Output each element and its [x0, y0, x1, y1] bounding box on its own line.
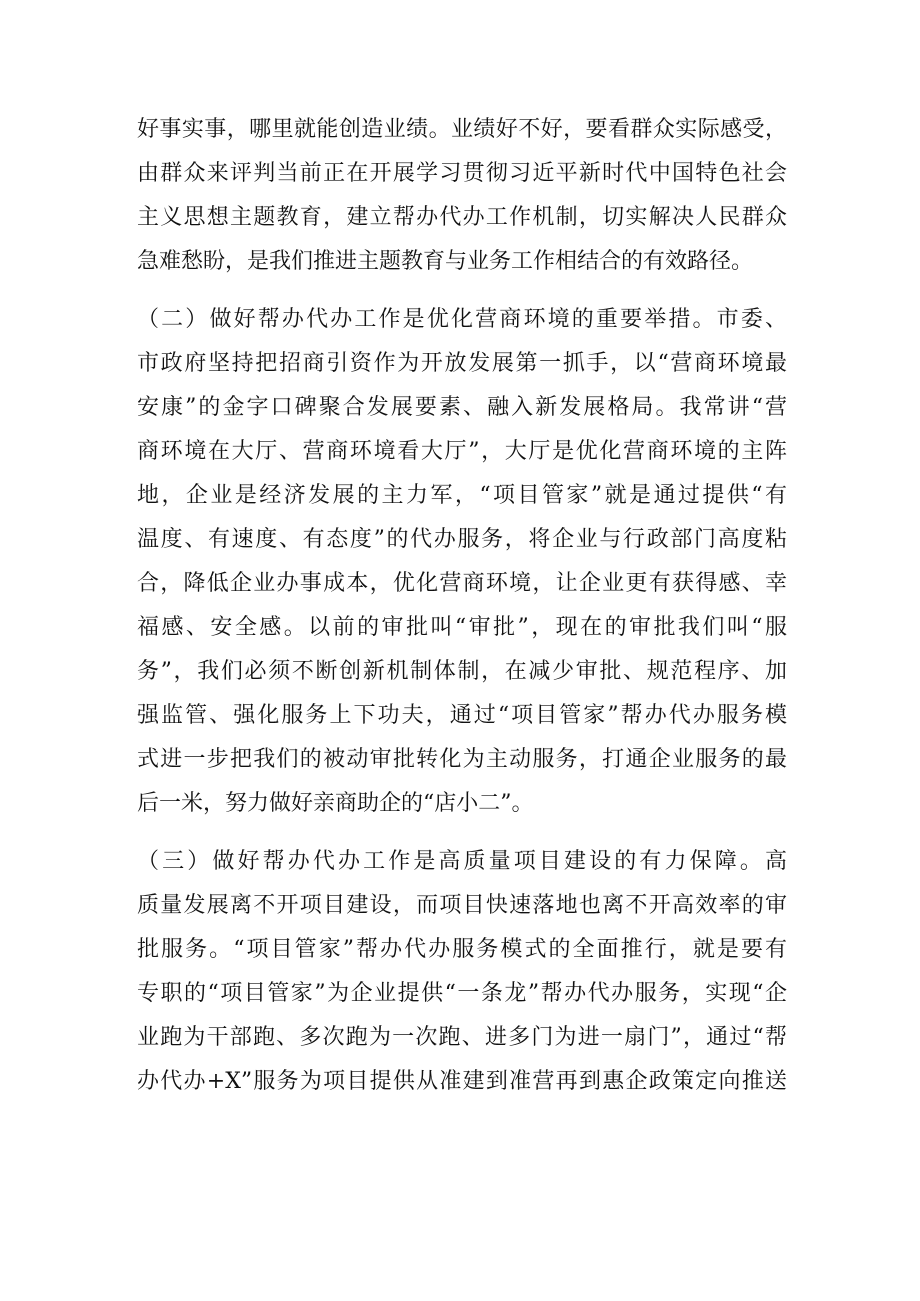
text-line: 质量发展离不开项目建设，而项目快速落地也离不开高效率的审 [137, 893, 787, 918]
document-body [137, 108, 787, 1118]
text-line: 业跑为干部跑、多次跑为一次跑、进多门为进一扇门”，通过“帮 [137, 1025, 787, 1050]
text-line: 急难愁盼，是我们推进主题教育与业务工作相结合的有效路径。 [137, 249, 754, 274]
paragraph-1 [137, 108, 787, 284]
paragraph-2 [137, 298, 787, 826]
text-line: 温度、有速度、有态度”的代办服务，将企业与行政部门高度粘 [137, 527, 787, 552]
text-line: 安康”的金字口碑聚合发展要素、融入新发展格局。我常讲“营 [137, 395, 787, 420]
text-line: 合，降低企业办事成本，优化营商环境，让企业更有获得感、幸 [137, 571, 787, 596]
text-line: 专职的“项目管家”为企业提供“一条龙”帮办代办服务，实现“企 [137, 981, 787, 1006]
text-line: 强监管、强化服务上下功夫，通过“项目管家”帮办代办服务模 [137, 703, 787, 728]
text-line: 务”，我们必须不断创新机制体制，在减少审批、规范程序、加 [137, 659, 787, 684]
text-line: 式进一步把我们的被动审批转化为主动服务，打通企业服务的最 [137, 747, 787, 772]
text-line: 由群众来评判当前正在开展学习贯彻习近平新时代中国特色社会 [137, 161, 787, 186]
text-line: （三）做好帮办代办工作是高质量项目建设的有力保障。高 [137, 849, 787, 874]
text-line: 地，企业是经济发展的主力军，“项目管家”就是通过提供“有 [137, 483, 787, 508]
paragraph-3 [137, 840, 787, 1104]
text-line: 后一米，努力做好亲商助企的“店小二”。 [137, 791, 534, 816]
text-line: 商环境在大厅、营商环境看大厅”，大厅是优化营商环境的主阵 [137, 439, 787, 464]
text-line: 福感、安全感。以前的审批叫“审批”，现在的审批我们叫“服 [137, 615, 787, 640]
text-line: 办代办+X”服务为项目提供从准建到准营再到惠企政策定向推送 [137, 1069, 787, 1094]
text-line: 主义思想主题教育，建立帮办代办工作机制，切实解决人民群众 [137, 205, 787, 230]
text-line: 好事实事，哪里就能创造业绩。业绩好不好，要看群众实际感受， [137, 117, 787, 142]
text-line: （二）做好帮办代办工作是优化营商环境的重要举措。市委、 [137, 307, 787, 332]
text-line: 市政府坚持把招商引资作为开放发展第一抓手，以“营商环境最 [137, 351, 787, 376]
text-line: 批服务。“项目管家”帮办代办服务模式的全面推行，就是要有 [137, 937, 787, 962]
